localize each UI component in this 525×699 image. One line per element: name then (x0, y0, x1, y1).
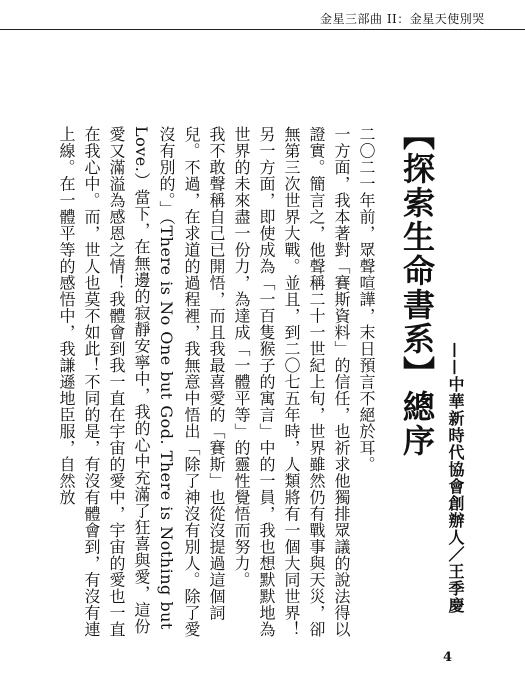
paragraph: 二〇二一年前，眾聲喧譁，末日預言不絕於耳。 (357, 126, 376, 473)
header-rule (0, 29, 525, 30)
page-number: 4 (443, 650, 453, 665)
series-title: 【探索生命書系】總序 (398, 118, 436, 458)
paragraph: 一方面，我本著對「賽斯資料」的信任，也祈求他獨排眾議的說法得以證實。簡言之，他聲稱二十一世紀上旬，世界雖然仍有戰事與天災，卻無第三次世界大戰。並且，到二〇七五年時，人類將有一個大同世界！另一方面，即使成為「一百隻猴子的寓言」中的一員，我也想默默地為世界的未來盡一份力，為達成「一體平等」的靈性覺悟而努力。 (232, 126, 351, 638)
paragraph: 我不敢聲稱自己已開悟，而且我最喜愛的「賽斯」也從沒提過這個詞兒。不過，在求道的過程裡，我無意中悟出「除了神沒有別人。除了愛沒有別的。」（There is No One but God. There is Nothing but Love.）當下，在無邊的寂靜安寧中，我的心中充滿了狂喜與愛，這份愛又滿溢為感恩之情！我體會到我一直在宇宙的愛中，宇宙的愛也一直在我心中。而，世人也莫不如此！不同的是，有沒有體會到，有沒有連上線。在一體平等的感悟中，我謙遜地臣服，自然放 (57, 126, 226, 638)
author-line: ——中華新時代協會創辦人／王季慶 (446, 342, 465, 614)
running-header: 金星三部曲 II：金星天使別哭 (320, 12, 485, 26)
body-text (57, 126, 379, 646)
